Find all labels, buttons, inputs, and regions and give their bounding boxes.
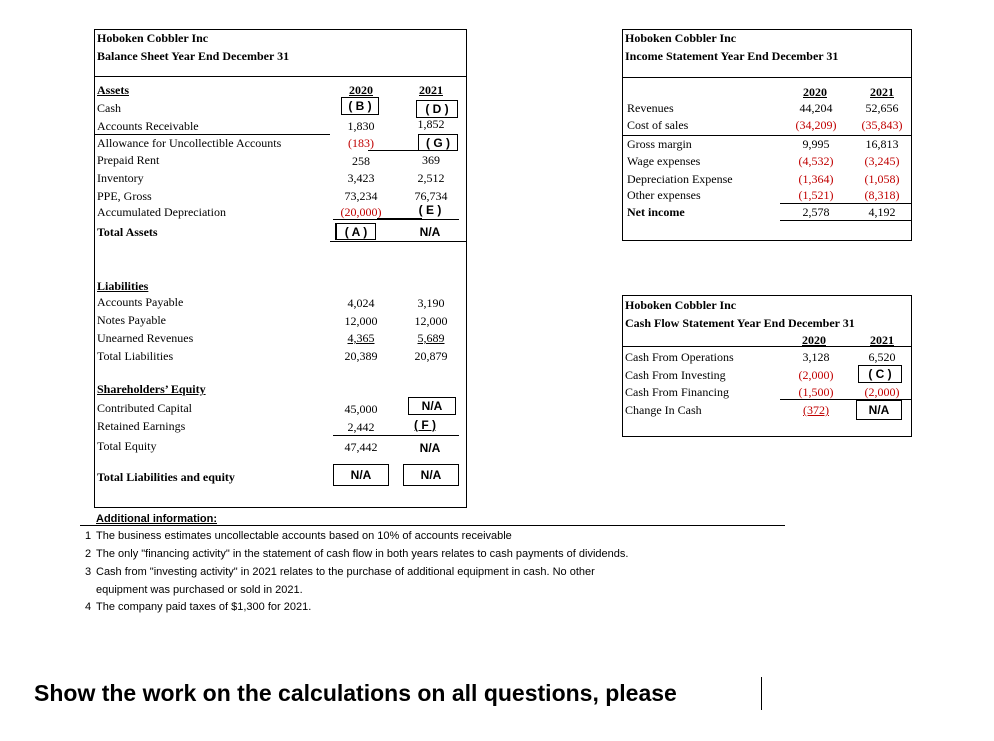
asset-label-allowance: Allowance for Uncollectible Accounts <box>97 136 282 150</box>
cf-label-investing: Cash From Investing <box>625 368 726 382</box>
balance-sheet-title: Balance Sheet Year End December 31 <box>97 49 290 63</box>
cf-operations-2020: 3,128 <box>802 350 830 364</box>
cell-ppe-2020: 73,234 <box>344 189 378 203</box>
cell-cash-2020: ( B ) <box>341 97 379 115</box>
asset-label-accum-dep: Accumulated Depreciation <box>97 205 226 219</box>
bs-year-2021: 2021 <box>419 83 443 97</box>
cf-investing-2020: (2,000) <box>798 368 834 382</box>
cell-total-le-2020: N/A <box>333 464 389 486</box>
is-label-dep: Depreciation Expense <box>627 172 733 186</box>
income-title: Income Statement Year End December 31 <box>625 49 839 63</box>
asset-label-ar: Accounts Receivable <box>97 119 199 133</box>
asset-label-ppe: PPE, Gross <box>97 189 152 203</box>
cell-ar-2020: 1,830 <box>347 119 375 133</box>
is-dep-2021: (1,058) <box>864 172 900 186</box>
cell-total-equity-2020: 47,442 <box>344 440 378 454</box>
cf-company: Hoboken Cobbler Inc <box>625 298 737 312</box>
cell-inventory-2020: 3,423 <box>347 171 375 185</box>
is-label-revenues: Revenues <box>627 101 674 115</box>
is-net-2021: 4,192 <box>868 205 896 219</box>
cf-label-change: Change In Cash <box>625 403 702 417</box>
bs-year-2020: 2020 <box>349 83 373 97</box>
assets-heading: Assets <box>97 83 129 97</box>
is-dep-2020: (1,364) <box>798 172 834 186</box>
cell-ppe-2021: 76,734 <box>414 189 448 203</box>
is-gross-2021: 16,813 <box>865 137 899 151</box>
is-other-2021: (8,318) <box>864 188 900 202</box>
cell-total-liab-2020: 20,389 <box>344 349 378 363</box>
cell-unearned-2020: 4,365 <box>347 331 375 345</box>
is-revenues-2021: 52,656 <box>865 101 899 115</box>
income-company: Hoboken Cobbler Inc <box>625 31 737 45</box>
eq-label-contributed: Contributed Capital <box>97 401 192 415</box>
is-gross-2020: 9,995 <box>802 137 830 151</box>
cell-cash-2021: ( D ) <box>416 100 458 118</box>
cell-unearned-2021: 5,689 <box>417 331 445 345</box>
cell-total-equity-2021: N/A <box>419 441 441 455</box>
cell-retained-2021: ( F ) <box>414 418 436 432</box>
asset-label-total: Total Assets <box>97 225 158 239</box>
note-3-text-line2: equipment was purchased or sold in 2021. <box>96 584 303 596</box>
cell-contributed-2021: N/A <box>408 397 456 415</box>
liab-label-total: Total Liabilities <box>97 349 174 363</box>
note-1-text: The business estimates uncollectable accounts based on 10% of accounts receivable <box>96 530 512 542</box>
cell-accum-dep-2020: (20,000) <box>340 205 382 219</box>
cf-label-financing: Cash From Financing <box>625 385 729 399</box>
cell-ar-2021: 1,852 <box>417 117 445 131</box>
note-2-text: The only "financing activity" in the statement of cash flow in both years relates to cash payments of dividends. <box>96 548 629 560</box>
cell-total-assets-2021: N/A <box>419 225 441 239</box>
note-3-number: 3 <box>85 566 92 578</box>
asset-label-cash: Cash <box>97 101 121 115</box>
is-cos-2020: (34,209) <box>795 118 837 132</box>
is-wage-2020: (4,532) <box>798 154 834 168</box>
cell-prepaid-2020: 258 <box>352 154 370 168</box>
cf-investing-2021: ( C ) <box>858 365 902 383</box>
note-1-number: 1 <box>85 530 92 542</box>
cell-allowance-2020: (183) <box>348 136 374 150</box>
is-label-net: Net income <box>627 205 685 219</box>
liabilities-heading: Liabilities <box>97 279 149 293</box>
total-le-label: Total Liabilities and equity <box>97 470 235 484</box>
is-net-2020: 2,578 <box>802 205 830 219</box>
is-year-2020: 2020 <box>803 85 827 99</box>
eq-label-retained: Retained Earnings <box>97 419 186 433</box>
cell-ap-2021: 3,190 <box>417 296 445 310</box>
cell-inventory-2021: 2,512 <box>417 171 445 185</box>
text-cursor <box>761 677 762 710</box>
asset-label-prepaid: Prepaid Rent <box>97 153 160 167</box>
note-4-number: 4 <box>85 601 92 613</box>
is-revenues-2020: 44,204 <box>799 101 833 115</box>
equity-heading: Shareholders’ Equity <box>97 382 206 396</box>
asset-label-inventory: Inventory <box>97 171 144 185</box>
cell-prepaid-2021: 369 <box>422 153 440 167</box>
cf-title: Cash Flow Statement Year End December 31 <box>625 316 855 330</box>
note-3-text-line1: Cash from "investing activity" in 2021 relates to the purchase of additional equipment in cash. No other <box>96 566 595 578</box>
balance-sheet-company: Hoboken Cobbler Inc <box>97 31 209 45</box>
eq-label-total: Total Equity <box>97 439 157 453</box>
cell-total-le-2021: N/A <box>403 464 459 486</box>
is-label-gross: Gross margin <box>627 137 692 151</box>
cell-contributed-2020: 45,000 <box>344 402 378 416</box>
cf-financing-2020: (1,500) <box>798 385 834 399</box>
cell-total-assets-2020: ( A ) <box>335 223 376 240</box>
note-2-number: 2 <box>85 548 92 560</box>
cf-change-2020: (372) <box>803 403 829 417</box>
cf-year-2020: 2020 <box>802 333 826 347</box>
is-other-2020: (1,521) <box>798 188 834 202</box>
cell-ap-2020: 4,024 <box>347 296 375 310</box>
liab-label-ap: Accounts Payable <box>97 295 184 309</box>
cf-year-2021: 2021 <box>870 333 894 347</box>
cell-total-liab-2021: 20,879 <box>414 349 448 363</box>
cf-label-operations: Cash From Operations <box>625 350 734 364</box>
liab-label-unearned: Unearned Revenues <box>97 331 194 345</box>
additional-heading: Additional information: <box>96 513 217 525</box>
cell-np-2020: 12,000 <box>344 314 378 328</box>
is-cos-2021: (35,843) <box>861 118 903 132</box>
is-year-2021: 2021 <box>870 85 894 99</box>
cell-retained-2020: 2,442 <box>347 420 375 434</box>
is-label-cos: Cost of sales <box>627 118 689 132</box>
cf-financing-2021: (2,000) <box>864 385 900 399</box>
liab-label-np: Notes Payable <box>97 313 166 327</box>
is-wage-2021: (3,245) <box>864 154 900 168</box>
cell-accum-dep-2021: ( E ) <box>418 203 442 217</box>
instruction-text: Show the work on the calculations on all questions, please <box>34 680 677 706</box>
note-4-text: The company paid taxes of $1,300 for 2021. <box>96 601 312 613</box>
cf-operations-2021: 6,520 <box>868 350 896 364</box>
is-label-other: Other expenses <box>627 188 701 202</box>
cell-np-2021: 12,000 <box>414 314 448 328</box>
cell-allowance-2021: ( G ) <box>418 134 458 151</box>
is-label-wage: Wage expenses <box>627 154 701 168</box>
cf-change-2021: N/A <box>856 400 902 420</box>
